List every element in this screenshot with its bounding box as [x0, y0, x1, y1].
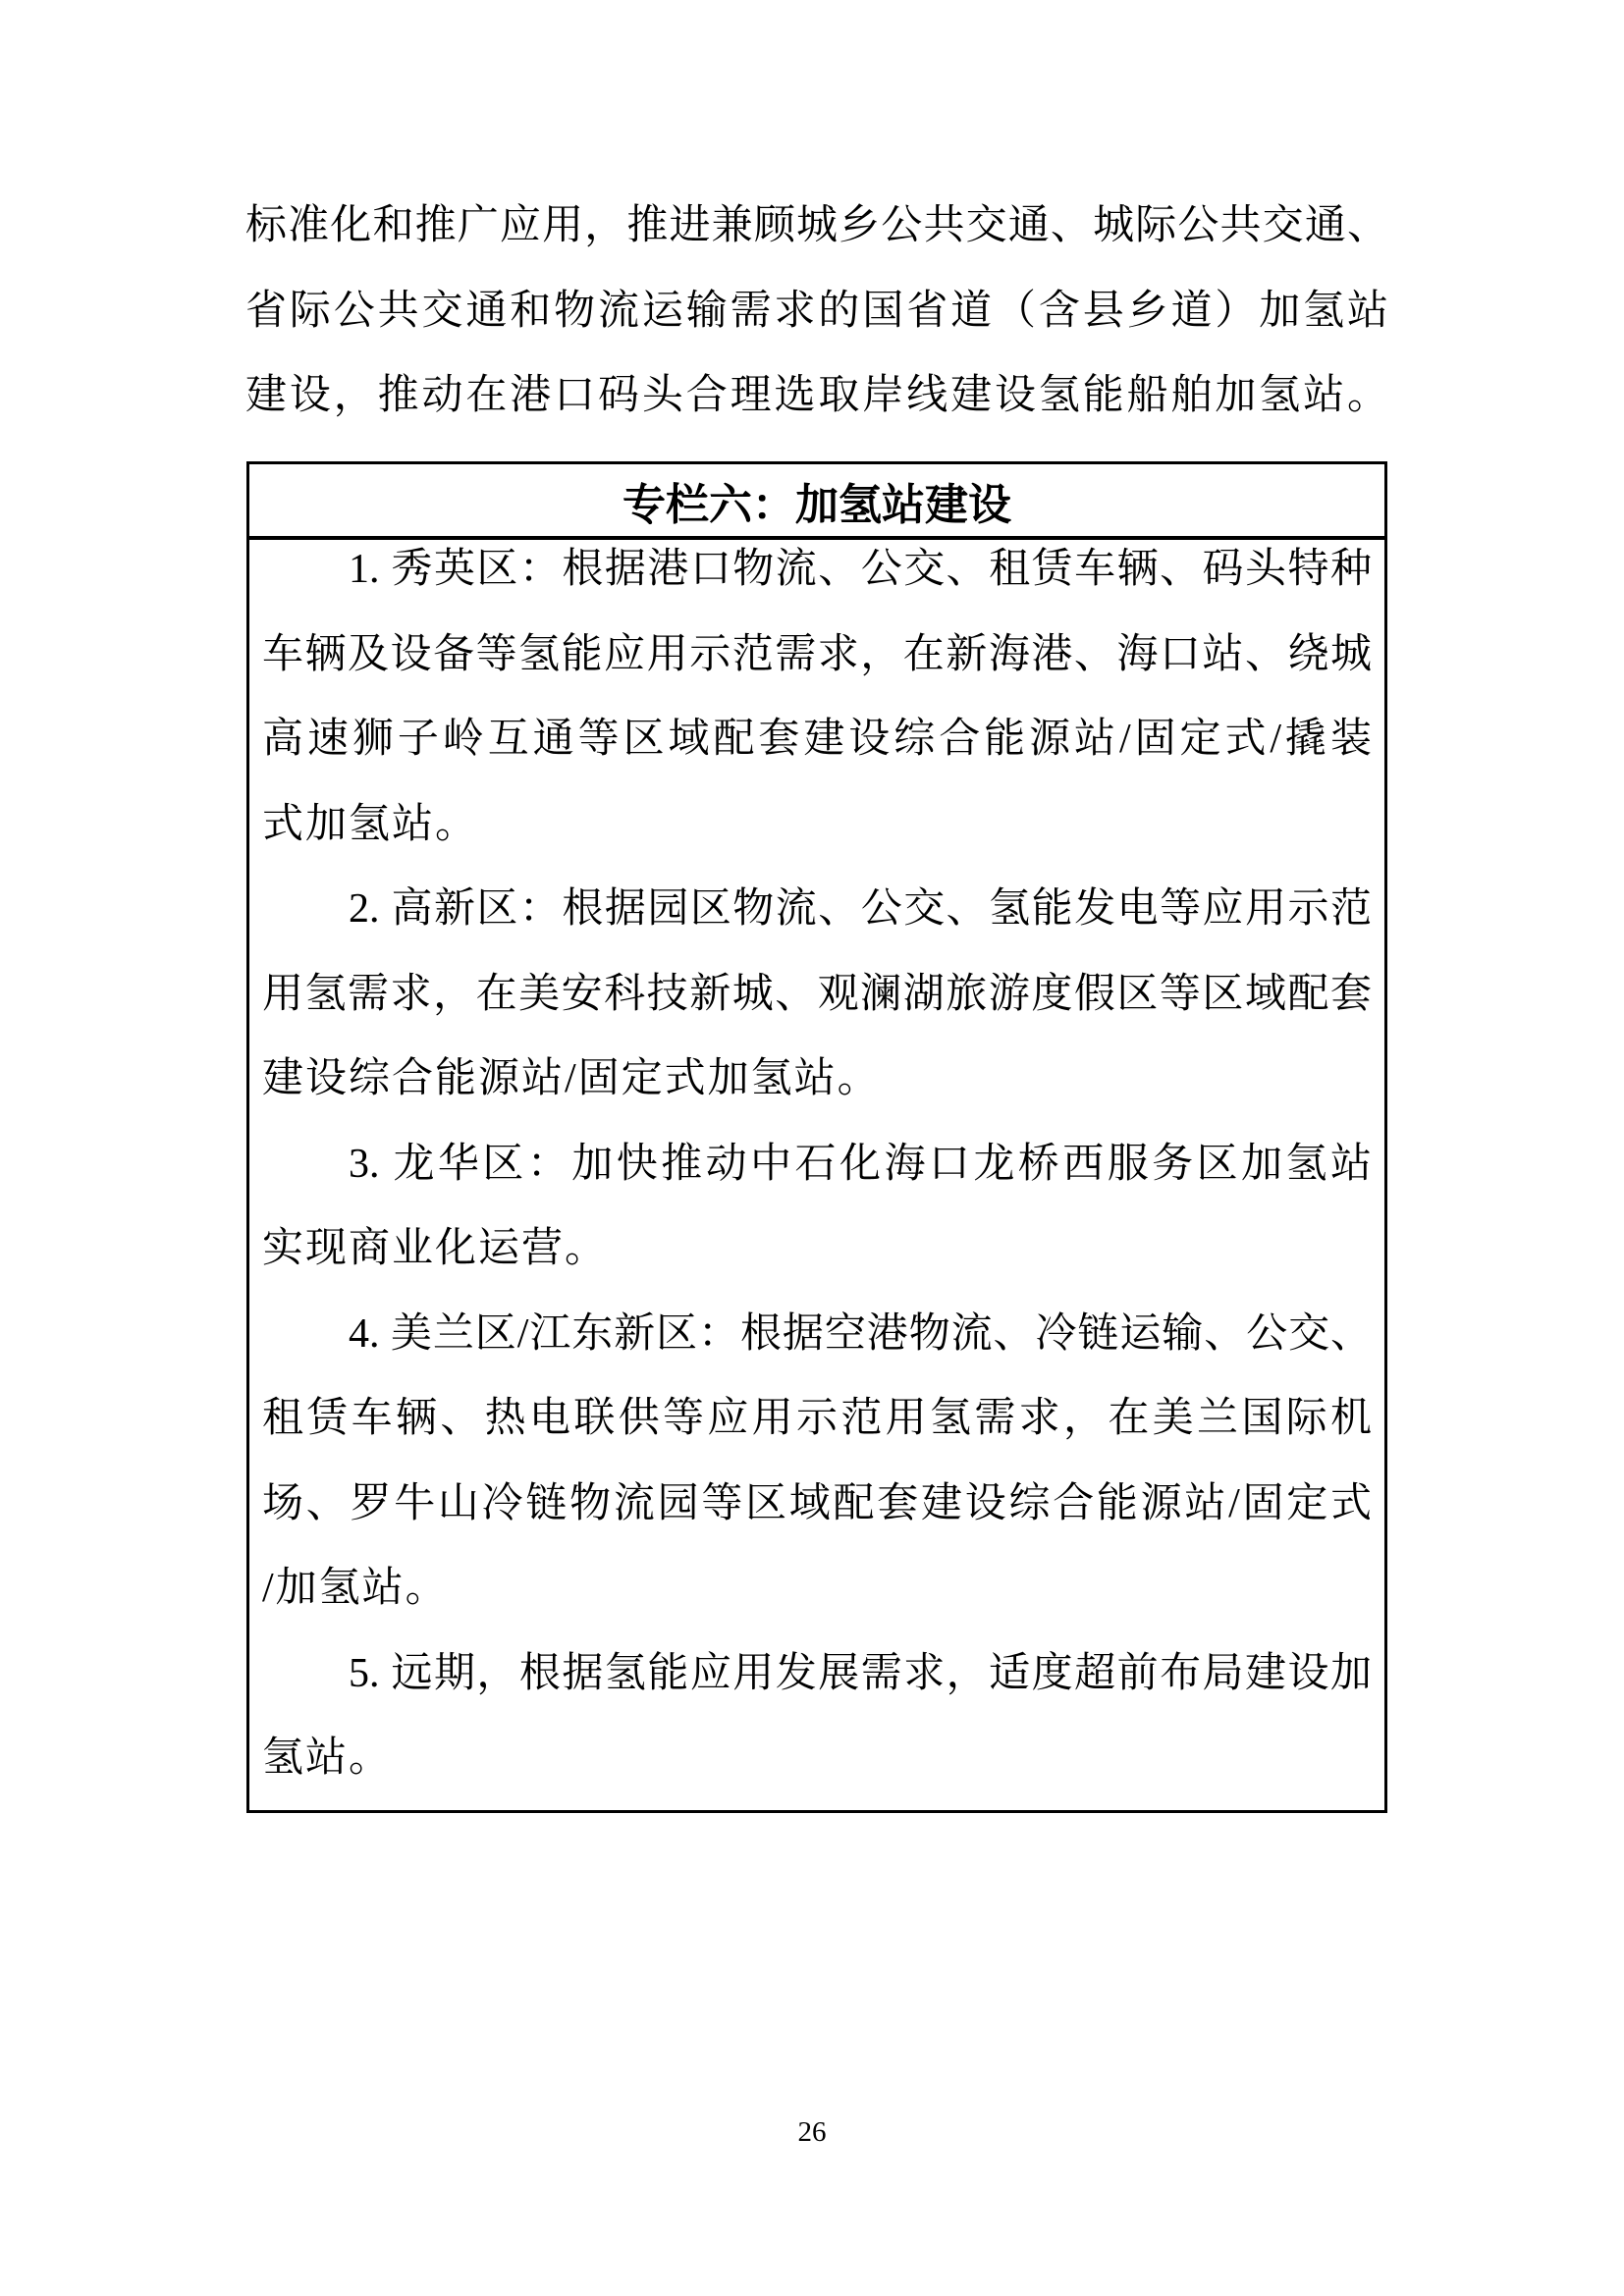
box-item-3-line: 实现商业化运营。 — [262, 1226, 609, 1271]
box-item-5-line: 5. 远期，根据氢能应用发展需求，适度超前布局建设加 — [349, 1650, 1372, 1696]
box-item-4-line: /加氢站。 — [262, 1566, 449, 1611]
paragraph-line: 省际公共交通和物流运输需求的国省道（含县乡道）加氢站 — [245, 288, 1388, 334]
body-paragraph — [245, 184, 1388, 439]
box-item-5-line: 氢站。 — [262, 1735, 393, 1781]
special-column-box — [246, 461, 1387, 1813]
box-item-4-line: 租赁车辆、热电联供等应用示范用氢需求，在美兰国际机 — [262, 1396, 1372, 1441]
box-item-4-line: 4. 美兰区/江东新区：根据空港物流、冷链运输、公交、 — [349, 1310, 1372, 1357]
box-item-1-line: 车辆及设备等氢能应用示范需求，在新海港、海口站、绕城 — [262, 631, 1372, 677]
page-number: 26 — [797, 2116, 827, 2148]
paragraph-line: 标准化和推广应用，推进兼顾城乡公共交通、城际公共交通、 — [245, 203, 1388, 248]
box-title: 专栏六：加氢站建设 — [623, 480, 1011, 529]
paragraph-line: 建设，推动在港口码头合理选取岸线建设氢能船舶加氢站。 — [245, 373, 1388, 418]
box-item-2-line: 用氢需求，在美安科技新城、观澜湖旅游度假区等区域配套 — [262, 971, 1372, 1017]
box-item-2-line: 2. 高新区：根据园区物流、公交、氢能发电等应用示范 — [349, 886, 1372, 932]
box-body — [249, 527, 1384, 1801]
box-item-1-line: 式加氢站。 — [262, 801, 479, 847]
box-item-1-line: 1. 秀英区：根据港口物流、公交、租赁车辆、码头特种 — [349, 547, 1372, 592]
box-item-3-line: 3. 龙华区：加快推动中石化海口龙桥西服务区加氢站 — [349, 1141, 1372, 1187]
box-item-2-line: 建设综合能源站/固定式加氢站。 — [262, 1056, 881, 1101]
box-item-1-line: 高速狮子岭互通等区域配套建设综合能源站/固定式/撬装 — [262, 717, 1372, 762]
box-item-4-line: 场、罗牛山冷链物流园等区域配套建设综合能源站/固定式 — [262, 1480, 1372, 1526]
